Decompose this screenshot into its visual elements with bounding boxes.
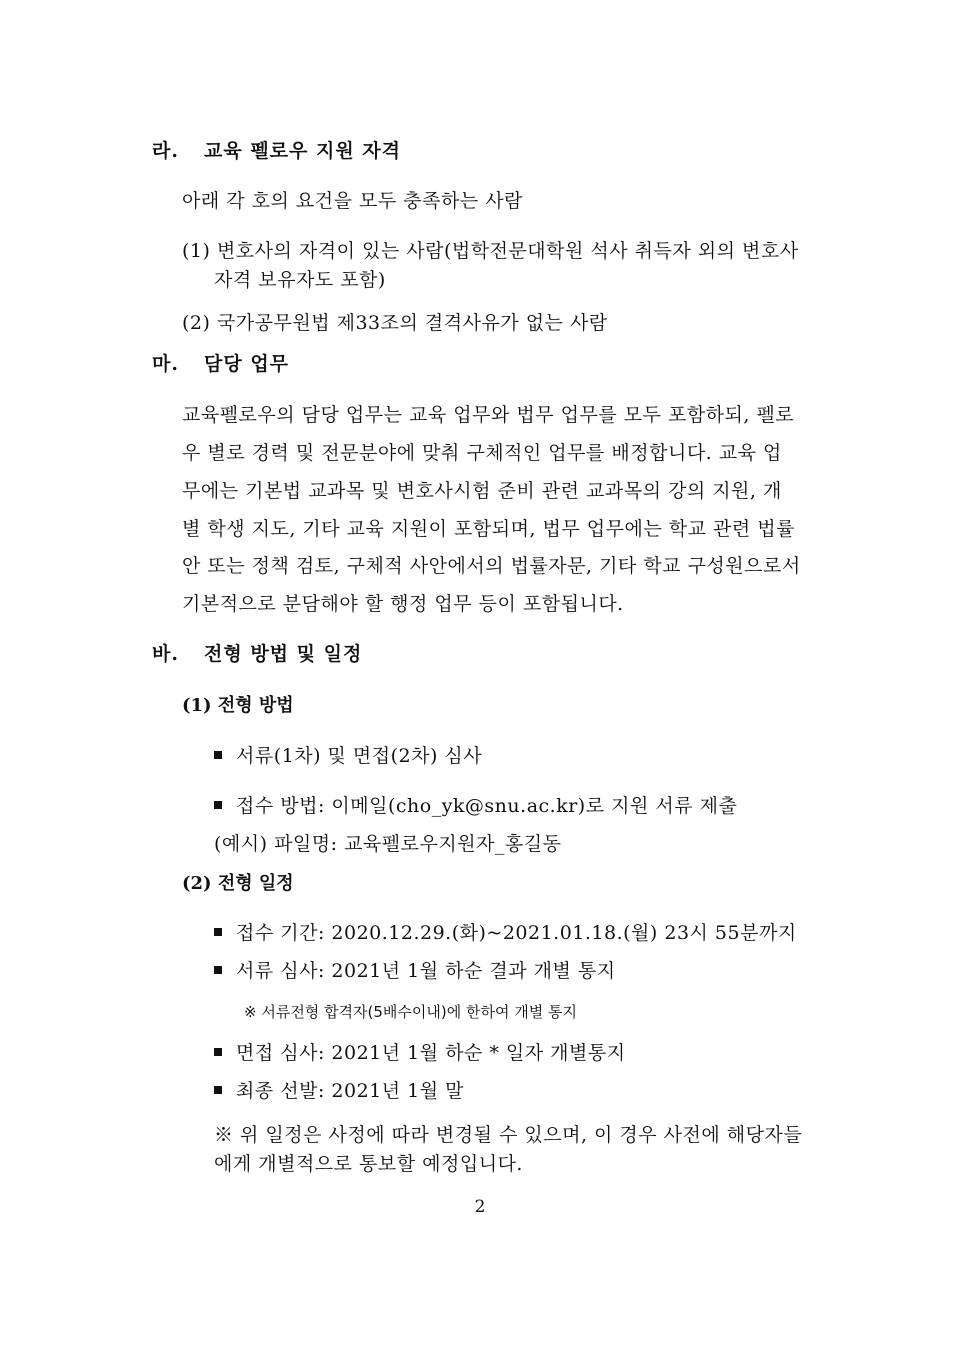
schedule-bullet-4-text: 최종 선발: 2021년 1월 말 <box>236 1080 464 1102</box>
section-ra-item1-line1: (1) 변호사의 자격이 있는 사람(법학전문대학원 석사 취득자 외의 변호사 <box>182 240 799 262</box>
square-bullet-icon <box>214 966 222 974</box>
method-bullet-1 <box>214 743 482 769</box>
section-ra-item2: (2) 국가공무원법 제33조의 결격사유가 없는 사람 <box>182 312 608 334</box>
schedule-bullet-3 <box>214 1040 626 1066</box>
square-bullet-icon <box>214 1086 222 1094</box>
schedule-bullet-1-text: 접수 기간: 2020.12.29.(화)~2021.01.18.(월) 23시 55분까지 <box>236 922 797 944</box>
section-ma-line-1: 교육펠로우의 담당 업무는 교육 업무와 법무 업무를 모두 포함하되, 펠로 <box>182 404 795 426</box>
section-ma-line-4: 별 학생 지도, 기타 교육 지원이 포함되며, 법무 업무에는 학교 관련 법률 <box>182 518 795 540</box>
schedule-bullet-1 <box>214 920 797 946</box>
page-number: 2 <box>474 1197 486 1217</box>
schedule-bullet-2 <box>214 958 616 984</box>
section-ra-intro: 아래 각 호의 요건을 모두 충족하는 사람 <box>182 190 523 212</box>
schedule-heading: (2) 전형 일정 <box>182 873 294 894</box>
section-ra-title: 교육 펠로우 지원 자격 <box>204 140 402 162</box>
section-ma-title: 담당 업무 <box>204 353 290 375</box>
section-ma-line-3: 무에는 기본법 교과목 및 변호사시험 준비 관련 교과목의 강의 지원, 개 <box>182 480 782 502</box>
section-ba-heading <box>152 641 362 667</box>
section-ma-line-6: 기본적으로 분담해야 할 행정 업무 등이 포함됩니다. <box>182 593 624 615</box>
schedule-bullet-2-text: 서류 심사: 2021년 1월 하순 결과 개별 통지 <box>236 960 616 982</box>
method-bullet-1-text: 서류(1차) 및 면접(2차) 심사 <box>236 745 483 767</box>
schedule-footnote-line-1: ※ 위 일정은 사정에 따라 변경될 수 있으며, 이 경우 사전에 해당자들 <box>214 1124 803 1146</box>
schedule-note: ※ 서류전형 합격자(5배수이내)에 한하여 개별 통지 <box>244 1003 577 1021</box>
section-ma-marker: 마. <box>152 353 179 375</box>
square-bullet-icon <box>214 1048 222 1056</box>
section-ma-line-5: 안 또는 정책 검토, 구체적 사안에서의 법률자문, 기타 학교 구성원으로서 <box>182 555 801 577</box>
section-ma-heading <box>152 351 289 377</box>
square-bullet-icon <box>214 928 222 936</box>
method-example: (예시) 파일명: 교육펠로우지원자_홍길동 <box>214 833 562 855</box>
section-ra-heading <box>152 138 401 164</box>
method-bullet-2-text: 접수 방법: 이메일(cho_yk@snu.ac.kr)로 지원 서류 제출 <box>236 795 738 817</box>
section-ra-item1-line2: 자격 보유자도 포함) <box>214 269 386 291</box>
schedule-bullet-3-text: 면접 심사: 2021년 1월 하순 * 일자 개별통지 <box>236 1042 626 1064</box>
section-ba-title: 전형 방법 및 일정 <box>204 643 363 665</box>
method-bullet-2 <box>214 793 737 819</box>
square-bullet-icon <box>214 801 222 809</box>
section-ba-marker: 바. <box>152 643 179 665</box>
schedule-bullet-4 <box>214 1078 464 1104</box>
section-ra-marker: 라. <box>152 140 179 162</box>
schedule-footnote-line-2: 에게 개별적으로 통보할 예정입니다. <box>214 1153 523 1175</box>
method-heading: (1) 전형 방법 <box>182 695 294 716</box>
section-ma-line-2: 우 별로 경력 및 전문분야에 맞춰 구체적인 업무를 배정합니다. 교육 업 <box>182 442 782 464</box>
square-bullet-icon <box>214 751 222 759</box>
